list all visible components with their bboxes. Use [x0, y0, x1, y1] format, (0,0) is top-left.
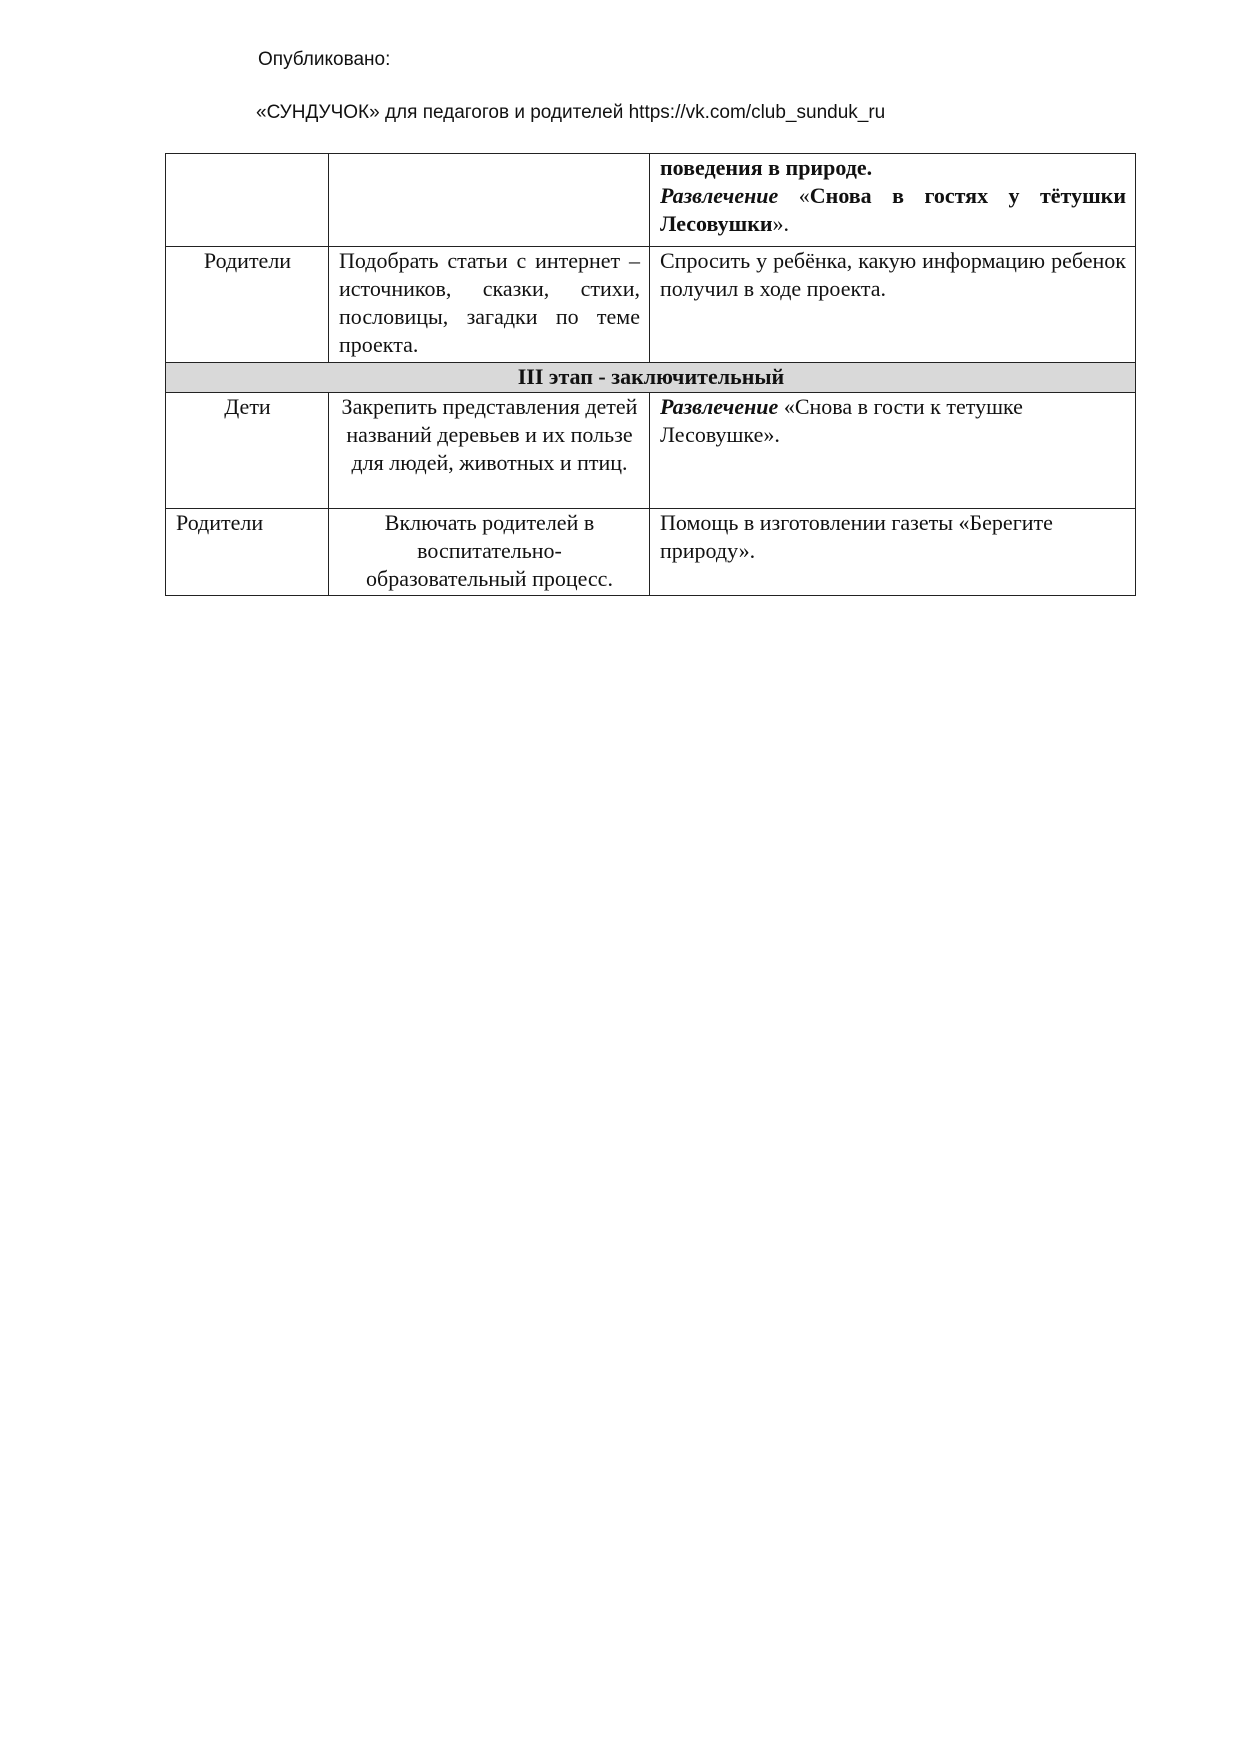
table-row	[166, 393, 1136, 509]
cell-text: Родители	[203, 248, 292, 273]
table-row	[166, 154, 1136, 247]
cell-text: Дети	[224, 394, 271, 419]
cell-text: Закрепить представления детей названий деревьев и их пользе для людей, животных и птиц.	[341, 394, 638, 475]
cell-text: Помощь в изготовлении газеты «Берегите природу».	[660, 510, 1053, 563]
table-cell	[166, 154, 329, 247]
cell-emphasis: Развлечение	[660, 183, 779, 208]
cell-text: Подобрать статьи с интернет – источников, сказки, стихи, пословицы, загадки по теме проекта.	[339, 248, 640, 357]
table-cell	[166, 393, 329, 509]
table-cell	[650, 509, 1136, 596]
cell-text: III этап - заключительный	[517, 364, 785, 389]
cell-text: «	[778, 183, 810, 208]
table-cell	[329, 393, 650, 509]
table-cell	[650, 154, 1136, 247]
stage-heading	[166, 363, 1136, 393]
table-row	[166, 247, 1136, 363]
cell-emphasis: Развлечение	[660, 394, 779, 419]
project-table	[165, 153, 1136, 596]
table-cell	[166, 509, 329, 596]
table-row	[166, 363, 1136, 393]
table-cell	[166, 247, 329, 363]
cell-text: ».	[772, 211, 790, 236]
table-cell	[329, 154, 650, 247]
table-row	[166, 509, 1136, 596]
cell-text: Спросить у ребёнка, какую информацию ребенок получил в ходе проекта.	[660, 248, 1126, 301]
cell-text: Родители	[176, 510, 264, 535]
table-cell	[650, 393, 1136, 509]
cell-text: Включать родителей в воспитательно-образовательный процесс.	[366, 510, 613, 591]
published-label: Опубликовано:	[258, 49, 391, 70]
cell-text: поведения в природе.	[660, 155, 873, 180]
table-cell	[329, 247, 650, 363]
table-cell	[650, 247, 1136, 363]
cell-text: «Снова в гости к тетушке Лесовушке».	[660, 394, 1023, 447]
table-cell	[329, 509, 650, 596]
source-line: «СУНДУЧОК» для педагогов и родителей https://vk.com/club_sunduk_ru	[256, 102, 886, 123]
cell-text: Снова в гостях у тётушки Лесовушки	[660, 183, 1126, 236]
